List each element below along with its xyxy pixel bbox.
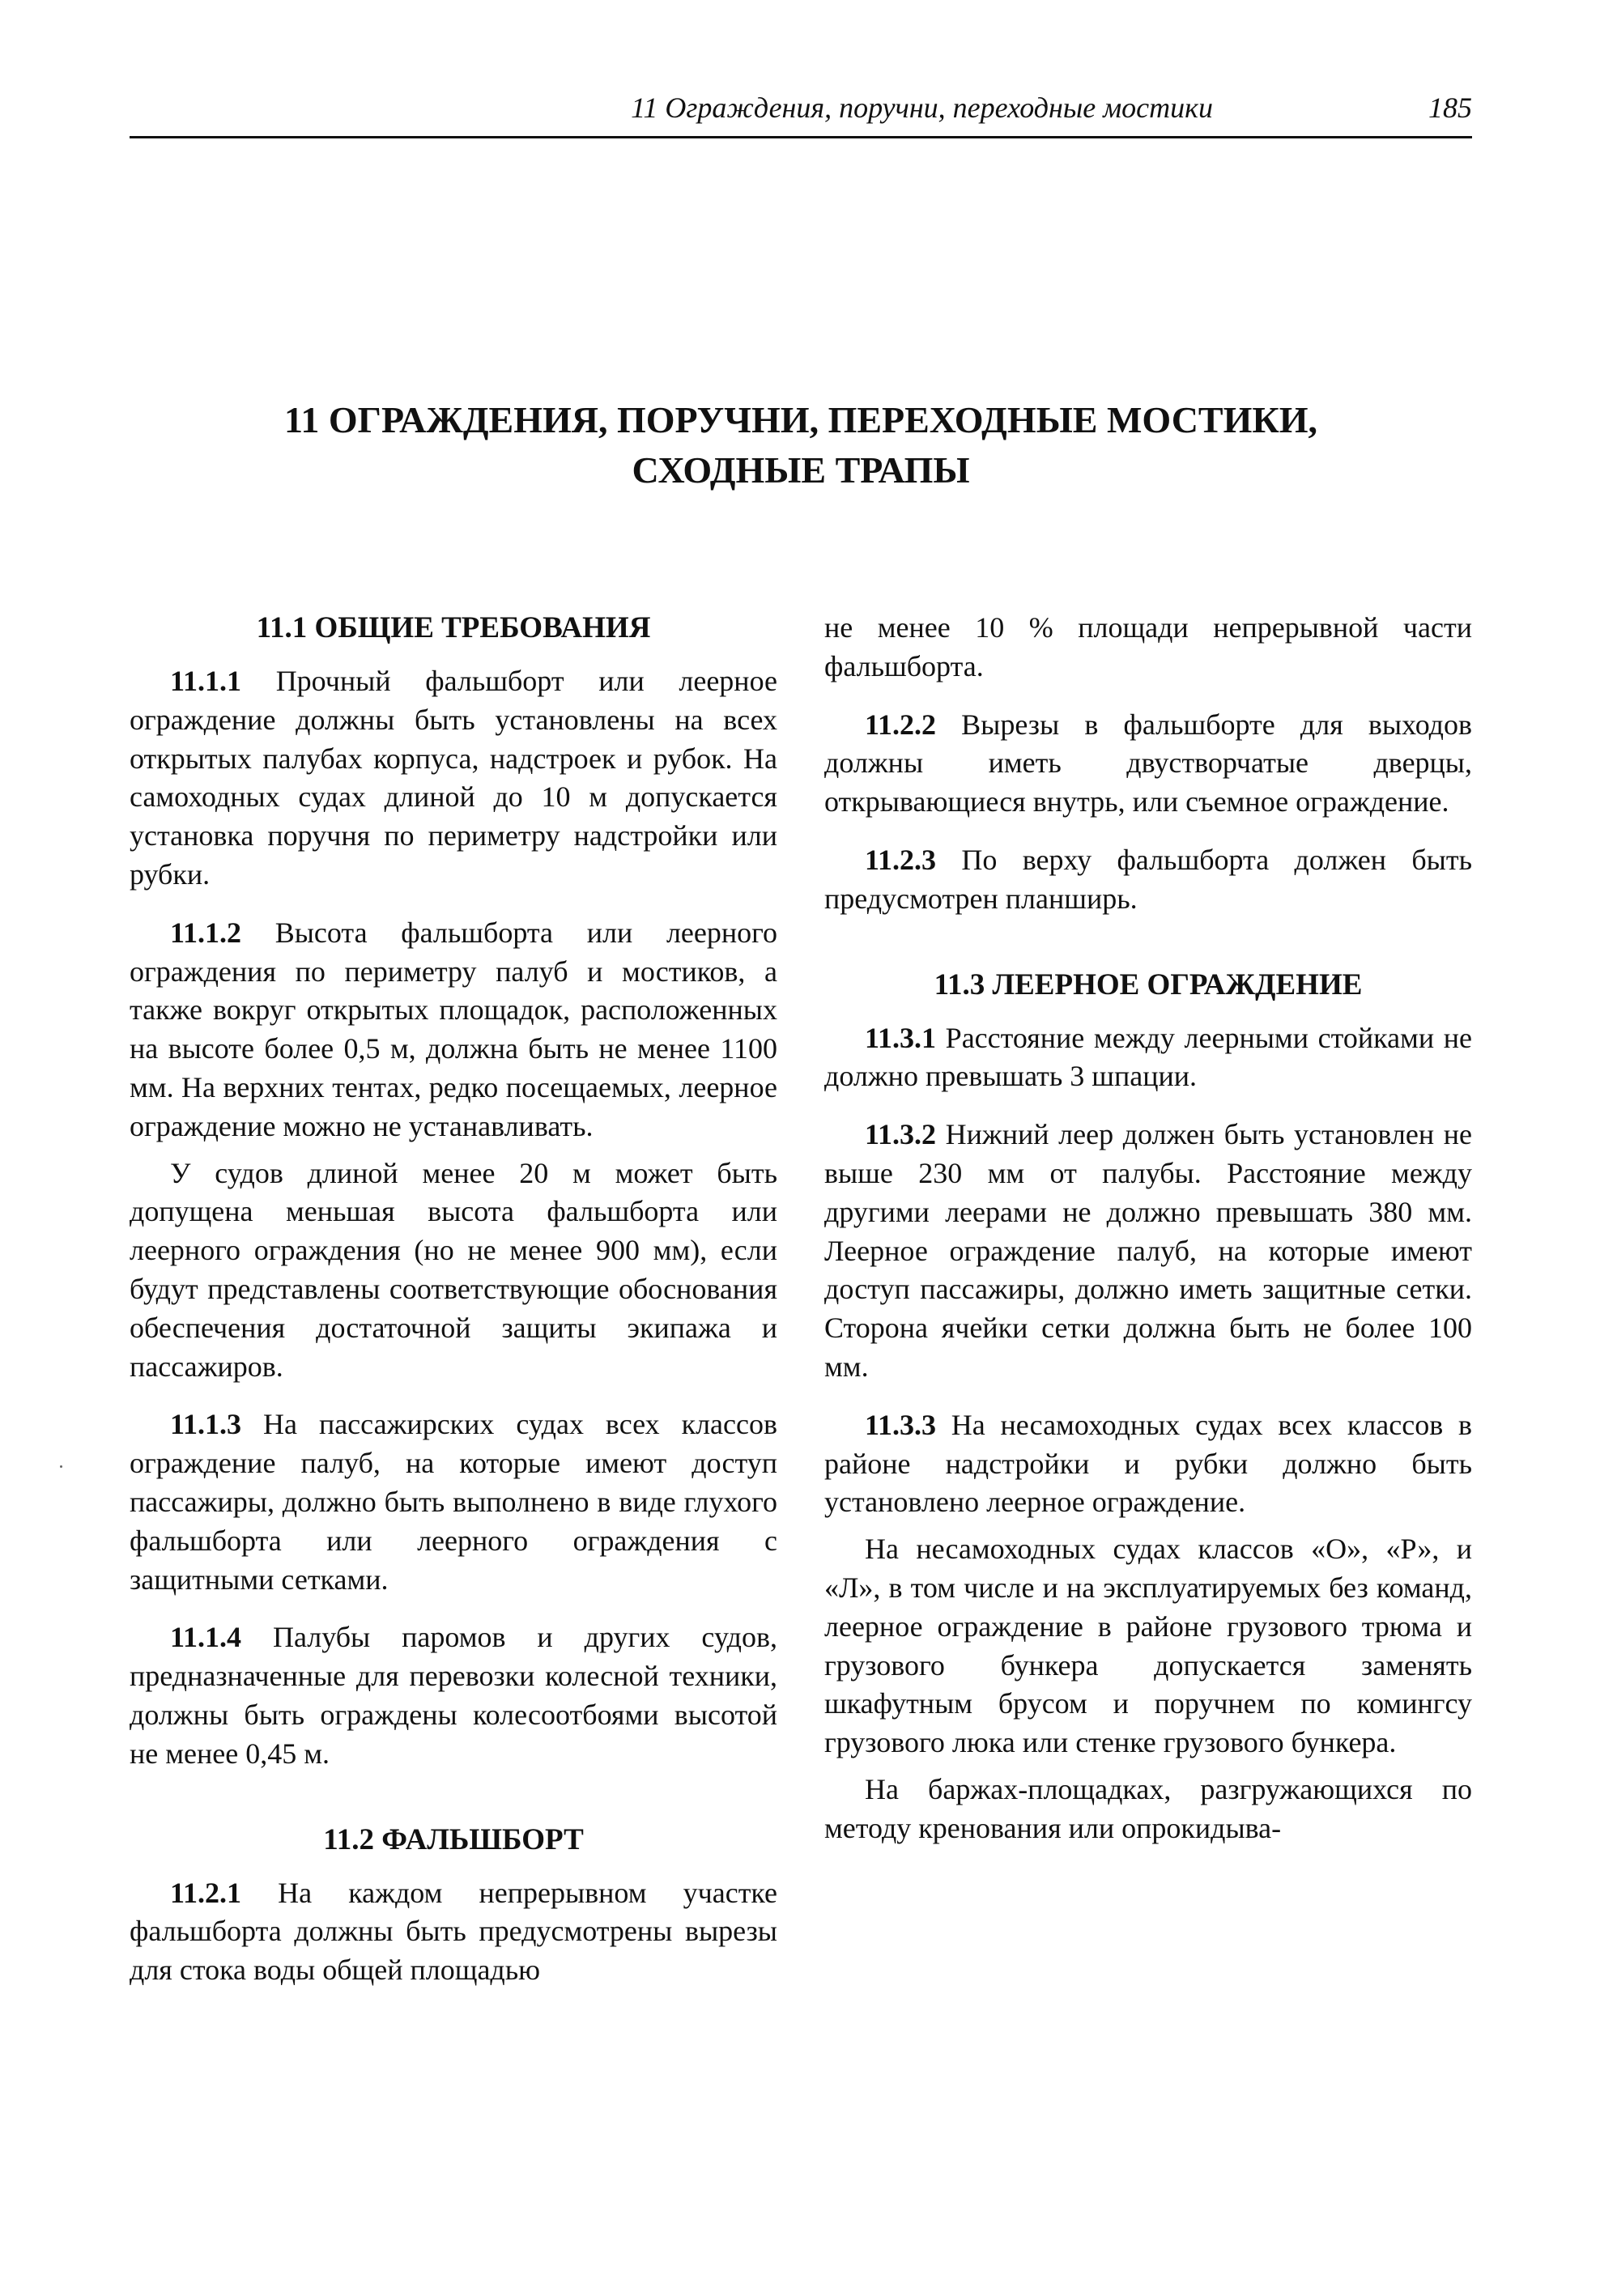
clause-number: 11.1.1: [170, 665, 242, 697]
clause-text: На каждом непрерывном участке фальшборта должны быть предусмотрены вырезы для стока воды общей площадью: [130, 1876, 777, 1987]
clause-text: Палубы паромов и других судов, предназначенные для перевозки колесной техники, должны быть ограждены колесоотбоями высотой не менее 0,45 м.: [130, 1621, 777, 1770]
clause-text: У судов длиной менее 20 м может быть допущена меньшая высота фальшборта или леерного ограждения (но не менее 900 мм), если будут представлены соответствующие обоснования обеспечения достаточной защиты экипажа и пассажиров.: [130, 1156, 777, 1383]
clause-text: Высота фальшборта или леерного ограждения по периметру палуб и мостиков, а также вокруг открытых площадок, расположенных на высоте более 0,5 м, должна быть не менее 1100 мм. На верхних тентах, редко посещаемых, леерное ограждение можно не устанавливать.: [130, 916, 777, 1142]
chapter-title-line-1: 11 ОГРАЖДЕНИЯ, ПОРУЧНИ, ПЕРЕХОДНЫЕ МОСТИКИ,: [283, 399, 1318, 440]
page-number: 185: [1428, 91, 1472, 124]
clause-text: Вырезы в фальшборте для выходов должны иметь двустворчатые дверцы, открывающиеся внутрь, или съемное ограждение.: [824, 708, 1472, 818]
clause-text: На несамоходных судах всех классов в районе надстройки и рубки должно быть установлено леерное ограждение.: [824, 1408, 1472, 1519]
clause-11-1-2-paragraph: [130, 1154, 777, 1387]
running-header: [130, 86, 1472, 138]
clause-text: На баржах-площадках, разгружающихся по методу кренования или опрокидыва-: [824, 1772, 1472, 1844]
clause-text: На несамоходных судах классов «О», «Р», и «Л», в том числе и на эксплуатируемых без команд, леерное ограждение в районе грузового трюма и грузового бункера допускается заменять шкафутным брусом и поручнем по комингсу грузового люка или стенке грузового бункера.: [824, 1533, 1472, 1759]
clause-number: 11.3.2: [865, 1118, 937, 1151]
clause-11-1-4: [130, 1618, 777, 1773]
clause-11-3-2: [824, 1116, 1472, 1387]
clause-text: Нижний леер должен быть установлен не выше 230 мм от палубы. Расстояние между другими леерами не должно превышать 380 мм. Леерное ограждение палуб, на которые имеют доступ пассажиры, должно иметь защитные сетки. Сторона ячейки сетки должна быть не более 100 мм.: [824, 1118, 1472, 1383]
section-heading-11-3: 11.3 ЛЕЕРНОЕ ОГРАЖДЕНИЕ: [934, 967, 1363, 1001]
chapter-title-line-2: СХОДНЫЕ ТРАПЫ: [632, 449, 970, 491]
clause-number: 11.3.1: [865, 1021, 937, 1054]
clause-11-1-3: [130, 1405, 777, 1599]
clause-text: На пассажирских судах всех классов ограждение палуб, на которые имеют доступ пассажиры, должно быть выполнено в виде глухого фальшборта или леерного ограждения с защитными сетками.: [130, 1408, 777, 1596]
clause-11-3-3-barges: [824, 1771, 1472, 1848]
clause-number: 11.1.3: [170, 1408, 242, 1441]
clause-number: 11.1.2: [170, 916, 242, 949]
clause-11-3-3-paragraph: [824, 1530, 1472, 1762]
clause-text: Прочный фальшборт или леерное ограждение должны быть установлены на всех открытых палубах корпуса, надстроек и рубок. На самоходных судах длиной до 10 м допускается установка поручня по периметру надстройки или рубки.: [130, 665, 777, 891]
running-title: 11 Ограждения, поручни, переходные мостики: [631, 91, 1213, 124]
clause-number: 11.3.3: [865, 1408, 937, 1441]
clause-number: 11.2.1: [170, 1876, 242, 1909]
clause-11-1-2: [130, 914, 777, 1146]
clause-number: 11.1.4: [170, 1621, 242, 1654]
clause-11-2-1-continuation: не менее 10 % площади непрерывной части фальшборта.: [824, 611, 1472, 682]
clause-text: Расстояние между леерными стойками не должно превышать 3 шпации.: [824, 1021, 1472, 1093]
scan-speck: [60, 1465, 62, 1468]
section-heading-11-2: 11.2 ФАЛЬШБОРТ: [323, 1822, 584, 1856]
clause-11-2-3: [824, 841, 1472, 919]
left-column: [130, 609, 777, 2009]
clause-11-2-2: [824, 706, 1472, 822]
clause-number: 11.2.2: [865, 708, 937, 741]
clause-text: По верху фальшборта должен быть предусмотрен планширь.: [824, 843, 1472, 915]
clause-11-2-1: [130, 1874, 777, 1990]
chapter-title: [130, 395, 1472, 495]
section-heading-11-1: 11.1 ОБЩИЕ ТРЕБОВАНИЯ: [256, 611, 651, 644]
clause-11-1-1: [130, 662, 777, 895]
right-column: [824, 609, 1472, 1868]
clause-number: 11.2.3: [865, 843, 937, 876]
clause-11-3-3: [824, 1406, 1472, 1522]
clause-11-3-1: [824, 1019, 1472, 1097]
